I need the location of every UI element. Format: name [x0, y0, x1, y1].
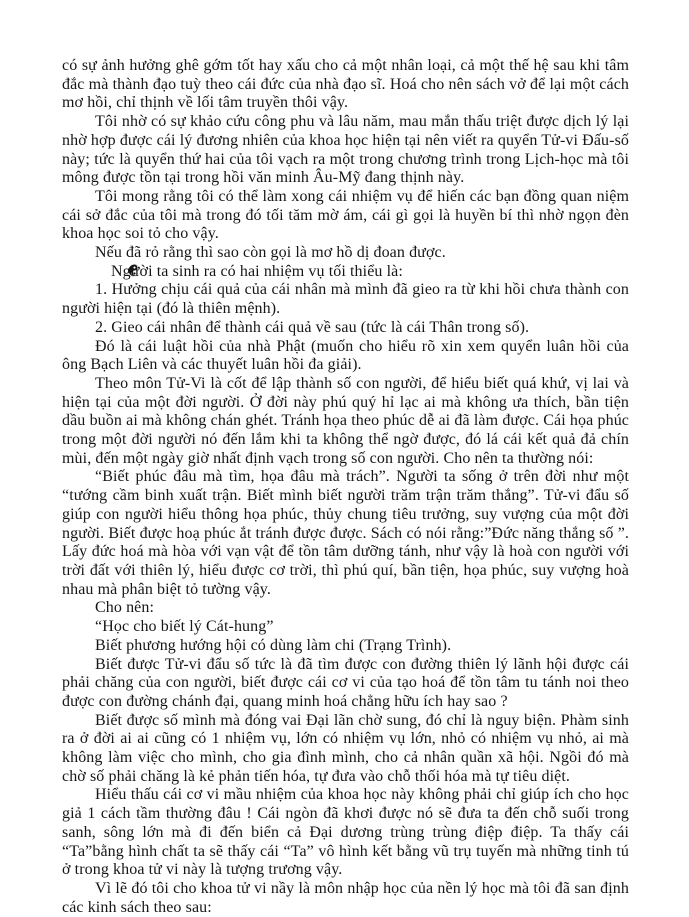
paragraph-text: Hiểu thấu cái cơ vi mầu nhiệm của khoa học này không phải chỉ giúp ích cho học giả 1 cách tầm thường đâu ! Cái ngòn đã khơi được nó sẽ đưa ta đến chỗ suối trong sanh, sông lớn mà đi đến biển cả Đại dương trùng trùng điệp điệp. Ta thấy cái “Ta”bằng hình chất ta sẽ thấy cái “Ta” vô hình kết bằng vũ trụ tuyến mà những tinh tú ở trong khoa tử vi này là tượng trương vậy.: [62, 786, 629, 879]
paragraph: [62, 468, 629, 599]
paragraph: [62, 281, 629, 318]
paragraph-text: “Biết phúc đâu mà tìm, họa đâu mà trách”. Người ta sống ở trên đời như một “tướng cầm binh xuất trận. Biết mình biết người trăm trận trăm thắng”. Tử-vi đẩu số giúp con người hiểu thông họa phúc, thủy chung tiêu trưởng, suy vượng của một đời người. Biết được hoạ phúc ắt tránh được được. Sách có nói rằng:”Đức năng thắng số ”. Lấy đức hoá mà hòa với vạn vật để tồn tâm dưỡng tánh, như vậy là hoà con người với trời đất với thiên lý, hiểu được cơ trời, thì phú quí, bần tiện, họa phúc, suy vượng hoà nhau mà phân biệt tỏ tường vậy.: [62, 468, 629, 598]
paragraph: [62, 637, 629, 656]
paragraph-text: Tôi nhờ có sự khảo cứu công phu và lâu năm, mau mắn thấu triệt được dịch lý lại nhờ hợp được cái lý đương nhiên của khoa học hiện tại nên viết ra quyển Tử-vi Đấu-số này; tức là quyển thứ hai của tôi vạch ra một trong chương trình trong Lịch-học mà tôi mông được tồn tại trong hồi văn minh Âu-Mỹ đang thịnh này.: [62, 113, 629, 187]
paragraph-text: có sự ảnh hưởng ghê gớm tốt hay xấu cho cả một nhân loại, cả một thế hệ sau khi tâm đắc mà thành đạo tuỳ theo cái đức của nhà đạo sĩ. Hoá cho nên sách vở để lại một cách mơ hồi, chỉ thịnh về lối tâm truyền thôi vậy.: [62, 57, 629, 112]
paragraph: [62, 319, 629, 338]
paragraph: [62, 57, 629, 113]
paragraph: [62, 188, 629, 244]
paragraph: [62, 880, 629, 917]
paragraph: [62, 599, 629, 618]
paragraph-text: Biết phương hướng hội có dùng làm chi (Trạng Trình).: [95, 636, 452, 654]
paragraph: [62, 375, 629, 469]
paragraph: [62, 656, 629, 712]
paragraph-text: Đó là cái luật hồi của nhà Phật (muốn cho hiểu rõ xin xem quyển luân hồi của ông Bạch Liên và các thuyết luân hồi đa giải).: [62, 337, 629, 374]
paragraph: [62, 338, 629, 375]
yin-yang-icon: [95, 264, 108, 277]
paragraph-text: Tôi mong rằng tôi có thể làm xong cái nhiệm vụ để hiến các bạn đồng quan niệm cái sở đắc của tôi mà trong đó tối tăm mờ ám, cái gì gọi là huyền bí thì nhờ ngọn đèn khoa học soi tỏ cho vậy.: [62, 187, 629, 243]
paragraph: [62, 786, 629, 880]
paragraph: [62, 263, 629, 282]
body-text: [62, 57, 629, 917]
paragraph: [62, 712, 629, 787]
paragraph-text: 1. Hưởng chịu cái quả của cái nhân mà mình đã gieo ra từ khi hồi chưa thành con người hiện tại (đó là thiên mệnh).: [62, 281, 629, 318]
paragraph-text: Theo môn Tử-Vi là cốt để lập thành số con người, để hiểu biết quá khứ, vị lai và hiện tại của một đời người. Ở đời này phú quý hỉ lạc ai mà không ưa thích, bần tiện dầu buồn ai mà không chán ghét. Tránh họa theo phúc dễ ai đã làm được. Cái họa phúc trong một đời người nó đến lắm khi ta không thể ngờ được, đó lá cái kết quả đả chín mùi, đến một ngày giờ nhất định vạch trong số con người. Cho nên ta thường nói:: [62, 374, 629, 467]
paragraph-text: Người ta sinh ra có hai nhiệm vụ tối thiểu là:: [111, 262, 403, 280]
paragraph: [62, 113, 629, 188]
paragraph-text: Vì lẽ đó tôi cho khoa tử vi nầy là môn nhập học của nền lý học mà tôi đã san định các kinh sách theo sau:: [62, 879, 629, 916]
paragraph-text: “Học cho biết lý Cát-hung”: [95, 618, 274, 636]
paragraph-text: Biết được Tử-vi đẩu số tức là đã tìm được con đường thiên lý lãnh hội được cái phải chăng của con người, biết được cái cơ vi của tạo hoá để tồn tâm tu tánh noi theo được con đường chánh đại, quang minh hoá chẳng hữu ích hay sao ?: [62, 655, 629, 710]
paragraph: [62, 618, 629, 637]
paragraph-text: Nếu đã rỏ rằng thì sao còn gọi là mơ hồ dị đoan được.: [95, 244, 446, 262]
paragraph: [62, 244, 629, 263]
paragraph-text: Cho nên:: [95, 599, 155, 617]
paragraph-text: 2. Gieo cái nhân để thành cái quả về sau (tức là cái Thân trong số).: [95, 318, 530, 336]
paragraph-text: Biết được số mình mà đóng vai Đại lãn chờ sung, đó chỉ là nguy biện. Phàm sinh ra ở đời ai ai cũng có 1 nhiệm vụ, lớn có nhiệm vụ lớn, nhỏ có nhiệm vụ nhỏ, ai mà không làm việc cho mình, cho gia đình mình, cho cả nhân quần xã hội. Ngồi đó mà chờ số phải chăng là kẻ phản tiến hóa, tự đưa vào chỗ thối hóa mà tự tiêu diệt.: [62, 711, 629, 785]
